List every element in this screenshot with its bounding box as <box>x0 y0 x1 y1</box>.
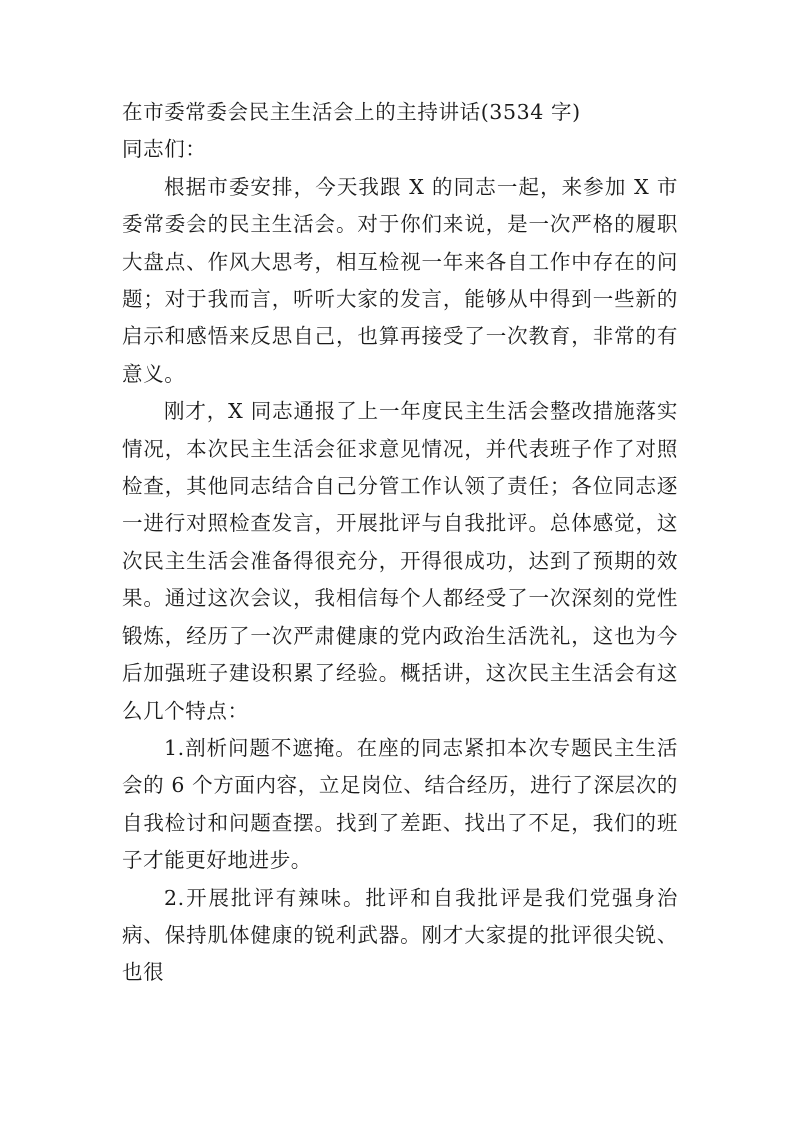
paragraph-point-1: 1.剖析问题不遮掩。在座的同志紧扣本次专题民主生活会的 6 个方面内容，立足岗位、结合经历，进行了深层次的自我检讨和问题查摆。找到了差距、找出了不足，我们的班子才能更好地进步。 <box>122 735 678 873</box>
salutation: 同志们： <box>122 137 207 162</box>
paragraph-summary: 刚才，X 同志通报了上一年度民主生活会整改措施落实情况，本次民主生活会征求意见情况，并代表班子作了对照检查，其他同志结合自己分管工作认领了责任；各位同志逐一进行对照检查发言，开展批评与自我批评。总体感觉，这次民主生活会准备得很充分，开得很成功，达到了预期的效果。通过这次会议，我相信每个人都经受了一次深刻的党性锻炼，经历了一次严肃健康的党内政治生活洗礼，这也为今后加强班子建设积累了经验。概括讲，这次民主生活会有这么几个特点： <box>122 399 678 723</box>
document-title: 在市委常委会民主生活会上的主持讲话(3534 字) <box>122 100 581 124</box>
paragraph-intro: 根据市委安排，今天我跟 X 的同志一起，来参加 X 市委常委会的民主生活会。对于你们来说，是一次严格的履职大盘点、作风大思考，相互检视一年来各自工作中存在的问题；对于我而言，听听大家的发言，能够从中得到一些新的启示和感悟来反思自己，也算再接受了一次教育，非常的有意义。 <box>122 174 678 386</box>
document-body <box>122 94 678 992</box>
paragraph-point-2: 2.开展批评有辣味。批评和自我批评是我们党强身治病、保持肌体健康的锐利武器。刚才大家提的批评很尖锐、也很 <box>122 885 678 985</box>
